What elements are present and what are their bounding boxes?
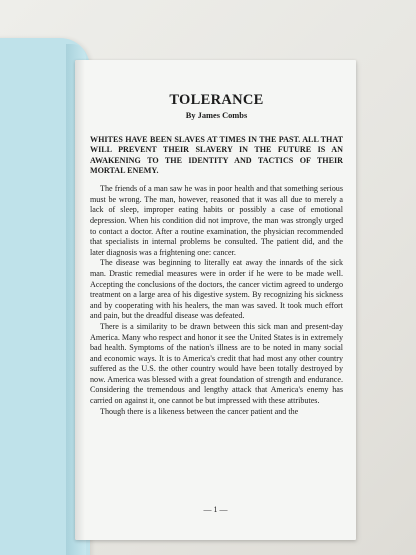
article-byline: By James Combs <box>185 111 248 120</box>
page-number: — 1 — <box>203 505 228 514</box>
article <box>90 92 343 417</box>
article-title: TOLERANCE <box>169 92 264 108</box>
paragraph: The friends of a man saw he was in poor health and that something serious must be wrong. The man, however, reasoned that it was all due to merely a lack of sleep, improper eating habits or possibly a case of emotional depression. When his condition did not improve, the man was strongly urged to contact a doctor. After a routine examination, the physician recommended that specialists in internal problems be consulted. The patient did, and the later diagnosis was a frightening one: cancer. <box>90 184 343 257</box>
article-lead: WHITES HAVE BEEN SLAVES AT TIMES IN THE PAST. ALL THAT WILL PREVENT THEIR SLAVERY IN THE FUTURE IS AN AWAKENING TO THE IDENTITY AND TACTICS OF THEIR MORTAL ENEMY. <box>90 135 343 175</box>
booklet-page <box>75 60 356 540</box>
paragraph: The disease was beginning to literally eat away the innards of the sick man. Drastic remedial measures were in order if he were to be made well. Accepting the conclusions of the doctors, the cancer victim agreed to undergo treatment on a large area of his digestive system. By recognizing his sickness and by cooperating with his healers, the man was saved. It took much effort and pain, but the dreadful disease was defeated. <box>90 258 343 321</box>
paragraph: Though there is a likeness between the cancer patient and the <box>100 406 299 416</box>
paragraph: There is a similarity to be drawn between this sick man and present-day America. Many who respect and honor it see the United States is in extremely bad health. Symptoms of the nation's illness are to be noted in many social and economic ways. It is to America's credit that had most any other country suffered as the U.S. the other country would have been totally destroyed by now. America was blessed with a great foundation of strength and endurance. Considering the tremendous and lengthy attack that America's enemy has carried on against it, one cannot be but impressed with these attributes. <box>90 321 343 406</box>
